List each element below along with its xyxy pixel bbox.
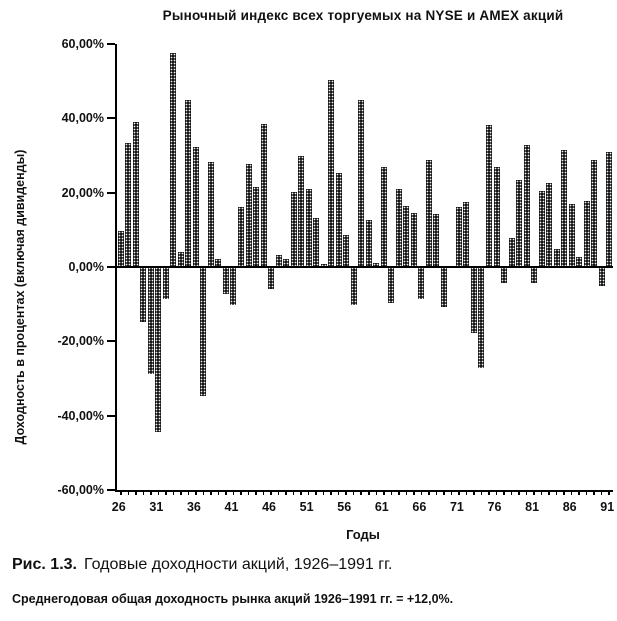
bar-1968 <box>433 214 439 267</box>
x-tick-1928 <box>135 490 137 495</box>
x-tick-1927 <box>128 490 130 495</box>
bar-1949 <box>291 192 297 267</box>
bar-1979 <box>516 180 522 267</box>
bar-1971 <box>456 207 462 267</box>
x-tick-1935 <box>188 490 190 495</box>
figure-footnote: Среднегодовая общая доходность рынка акций 1926–1991 гг. = +12,0%. <box>12 592 454 606</box>
bar-1985 <box>561 150 567 267</box>
x-tick-1974 <box>481 490 483 495</box>
bar-1935 <box>185 100 191 267</box>
bar-1958 <box>358 100 364 267</box>
bar-1966 <box>418 267 424 299</box>
x-tick-1985 <box>563 490 565 495</box>
x-tick-label: 76 <box>487 500 502 514</box>
x-tick-1950 <box>300 490 302 495</box>
bar-1926 <box>118 231 124 267</box>
x-tick-1954 <box>330 490 332 495</box>
bar-1978 <box>509 238 515 267</box>
x-tick-1945 <box>263 490 265 495</box>
bar-1930 <box>148 267 154 374</box>
x-tick-1951 <box>308 490 310 495</box>
bar-1963 <box>396 189 402 267</box>
x-tick-1970 <box>451 490 453 495</box>
x-tick-1952 <box>315 490 317 495</box>
x-tick-label: 91 <box>600 500 615 514</box>
x-tick-label: 36 <box>186 500 201 514</box>
y-tick-label: 20,00% <box>61 185 104 200</box>
bar-1945 <box>261 124 267 267</box>
x-tick-1963 <box>398 490 400 495</box>
x-tick-1983 <box>548 490 550 495</box>
x-tick-1968 <box>436 490 438 495</box>
x-tick-1986 <box>571 490 573 495</box>
y-tick-20 <box>107 192 115 194</box>
bar-1975 <box>486 125 492 267</box>
y-tick-40 <box>107 117 115 119</box>
x-tick-label: 46 <box>262 500 276 514</box>
bar-1973 <box>471 267 477 333</box>
bar-1940 <box>223 267 229 294</box>
x-tick-1977 <box>503 490 505 495</box>
bar-1954 <box>328 80 334 267</box>
x-tick-1976 <box>496 490 498 495</box>
x-tick-label: 66 <box>412 500 427 514</box>
bar-1952 <box>313 218 319 267</box>
bar-1984 <box>554 249 560 267</box>
x-tick-1926 <box>120 490 122 495</box>
bar-1986 <box>569 204 575 267</box>
x-tick-1938 <box>210 490 212 495</box>
bar-1956 <box>343 235 349 267</box>
x-tick-1948 <box>285 490 287 495</box>
x-tick-1946 <box>270 490 272 495</box>
x-tick-1966 <box>421 490 423 495</box>
x-tick-1972 <box>466 490 468 495</box>
x-tick-1971 <box>458 490 460 495</box>
x-tick-1943 <box>248 490 250 495</box>
y-tick--60 <box>107 489 115 491</box>
x-tick-label: 61 <box>374 500 389 514</box>
x-tick-1965 <box>413 490 415 495</box>
x-tick-1959 <box>368 490 370 495</box>
x-tick-1982 <box>541 490 543 495</box>
x-tick-1980 <box>526 490 528 495</box>
y-tick--40 <box>107 415 115 417</box>
caption-text: Годовые доходности акций, 1926–1991 гг. <box>83 556 393 573</box>
bar-1950 <box>298 156 304 267</box>
bar-1928 <box>133 122 139 267</box>
bar-1961 <box>381 167 387 267</box>
bar-1982 <box>539 191 545 267</box>
y-tick--20 <box>107 340 115 342</box>
bar-1951 <box>306 189 312 267</box>
x-tick-1930 <box>150 490 152 495</box>
y-tick-0 <box>107 266 115 268</box>
x-tick-1960 <box>376 490 378 495</box>
bar-1932 <box>163 267 169 299</box>
x-tick-1932 <box>165 490 167 495</box>
x-tick-label: 71 <box>449 500 464 514</box>
x-tick-1942 <box>240 490 242 495</box>
x-tick-label: 26 <box>111 500 126 514</box>
x-tick-label: 56 <box>337 500 352 514</box>
x-tick-1934 <box>180 490 182 495</box>
x-tick-label: 86 <box>562 500 577 514</box>
bar-1964 <box>403 206 409 267</box>
x-tick-1931 <box>158 490 160 495</box>
y-tick-label: -20,00% <box>57 334 104 349</box>
bar-1988 <box>584 201 590 267</box>
x-tick-1933 <box>173 490 175 495</box>
bar-1962 <box>388 267 394 303</box>
x-tick-1953 <box>323 490 325 495</box>
x-tick-1929 <box>143 490 145 495</box>
bar-1942 <box>238 207 244 267</box>
x-tick-1944 <box>255 490 257 495</box>
y-axis-title: Доходность в процентах (включая дивиденды) <box>13 149 27 445</box>
chart-title: Рыночный индекс всех торгуемых на NYSE и AMEX акций <box>162 8 564 23</box>
bar-1931 <box>155 267 161 432</box>
bar-1959 <box>366 220 372 267</box>
bar-1937 <box>200 267 206 396</box>
x-axis-title: Годы <box>346 527 380 542</box>
x-tick-label: 51 <box>299 500 314 514</box>
bar-1980 <box>524 145 530 267</box>
figure-number: Рис. 1.3. <box>12 556 77 573</box>
y-tick-label: -60,00% <box>57 483 104 497</box>
x-tick-label: 41 <box>224 500 239 514</box>
y-tick-label: 40,00% <box>61 111 104 126</box>
x-tick-1937 <box>203 490 205 495</box>
bar-1972 <box>463 202 469 267</box>
bar-1983 <box>546 183 552 267</box>
x-tick-1962 <box>391 490 393 495</box>
x-tick-1939 <box>218 490 220 495</box>
x-tick-1958 <box>360 490 362 495</box>
y-tick-label: 0,00% <box>68 260 104 274</box>
bar-1944 <box>253 187 259 267</box>
bar-1977 <box>501 267 507 283</box>
x-tick-1981 <box>533 490 535 495</box>
bar-1976 <box>494 167 500 267</box>
x-tick-1979 <box>518 490 520 495</box>
bar-1957 <box>351 267 357 305</box>
bar-1965 <box>411 213 417 267</box>
x-tick-1936 <box>195 490 197 495</box>
bar-1991 <box>606 152 612 267</box>
x-tick-1961 <box>383 490 385 495</box>
x-tick-1978 <box>511 490 513 495</box>
figure-caption <box>12 556 392 574</box>
y-tick-label: -40,00% <box>57 408 104 423</box>
x-tick-1975 <box>488 490 490 495</box>
bar-1943 <box>246 164 252 267</box>
x-tick-1973 <box>473 490 475 495</box>
zero-baseline <box>117 266 613 268</box>
bar-1934 <box>178 252 184 267</box>
x-tick-1988 <box>586 490 588 495</box>
bar-1955 <box>336 173 342 267</box>
bar-1946 <box>268 267 274 289</box>
y-tick-60 <box>107 43 115 45</box>
x-tick-label: 81 <box>525 500 540 514</box>
x-tick-1949 <box>293 490 295 495</box>
x-tick-1964 <box>406 490 408 495</box>
x-tick-1941 <box>233 490 235 495</box>
bar-1941 <box>230 267 236 305</box>
bar-1981 <box>531 267 537 283</box>
x-tick-1956 <box>345 490 347 495</box>
bar-1967 <box>426 160 432 267</box>
bar-1933 <box>170 53 176 267</box>
bar-1929 <box>140 267 146 322</box>
x-tick-1987 <box>578 490 580 495</box>
bar-1990 <box>599 267 605 286</box>
x-tick-1991 <box>608 490 610 495</box>
x-tick-1967 <box>428 490 430 495</box>
x-tick-1990 <box>601 490 603 495</box>
bar-1969 <box>441 267 447 307</box>
x-tick-1957 <box>353 490 355 495</box>
x-tick-1955 <box>338 490 340 495</box>
x-tick-label: 31 <box>149 500 164 514</box>
x-tick-1969 <box>443 490 445 495</box>
bar-1974 <box>478 267 484 368</box>
bar-1936 <box>193 147 199 267</box>
bar-1989 <box>591 160 597 267</box>
x-tick-1947 <box>278 490 280 495</box>
x-tick-1989 <box>593 490 595 495</box>
plot-area <box>115 44 613 492</box>
x-tick-1984 <box>556 490 558 495</box>
y-tick-label: 60,00% <box>61 37 104 51</box>
bar-1927 <box>125 143 131 267</box>
bar-1938 <box>208 162 214 267</box>
x-tick-1940 <box>225 490 227 495</box>
